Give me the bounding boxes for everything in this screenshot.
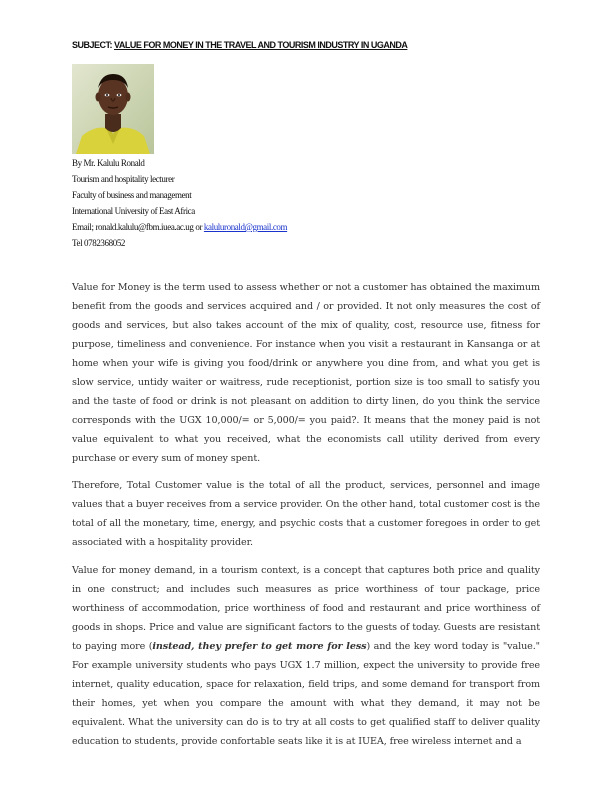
- body-paragraph-3: [72, 561, 540, 751]
- author-email-line: [72, 219, 432, 235]
- body-paragraph-1: Value for Money is the term used to assess whether or not a customer has obtained the maximum benefit from the goods and services acquired and / or provided. It not only measures the cost of goods and services, but also takes account of the mix of quality, cost, resource use, fitness for purpose, timeliness and convenience. For instance when you visit a restaurant in Kansanga or at home when your wife is giving you food/drink or anywhere you dine from, and what you get is slow service, untidy waiter or waitress, rude receptionist, portion size is too small to satisfy you and the taste of food or drink is not pleasant on addition to dirty linen, do you think the service corresponds with the UGX 10,000/= or 5,000/= you paid?. It means that the money paid is not value equivalent to what you received, what the economists call utility derived from every purchase or every sum of money spent.: [72, 282, 540, 464]
- author-role: Tourism and hospitality lecturer: [72, 174, 175, 184]
- author-university: International University of East Africa: [72, 206, 195, 216]
- body-paragraph-2: Therefore, Total Customer value is the total of all the product, services, personnel and image values that a buyer receives from a service provider. On the other hand, total customer cost is the total of all the monetary, time, energy, and psychic costs that a customer foregoes in order to get associated with a hospitality provider.: [72, 480, 540, 548]
- author-email-prefix: Email; ronald.kalulu@fbm.iuea.ac.ug or: [72, 222, 204, 232]
- author-faculty: Faculty of business and management: [72, 190, 192, 200]
- author-portrait-image: [72, 64, 154, 154]
- author-byline: By Mr. Kalulu Ronald: [72, 158, 145, 168]
- subject-title: VALUE FOR MONEY IN THE TRAVEL AND TOURISM INDUSTRY IN UGANDA: [114, 40, 408, 50]
- author-tel: Tel 0782368052: [72, 238, 126, 248]
- body-paragraph-3-part-a: Value for money demand, in a tourism context, is a concept that captures both price and quality in one construct; and includes such measures as price worthiness of tour package, price worthiness of accommodation, price worthiness of food and restaurant and price worthiness of goods in shops. Price and value are significant factors to the guests of today. Guests are resistant to paying more (: [72, 565, 540, 652]
- body-paragraph-3-emphasis: instead, they prefer to get more for less: [152, 641, 367, 652]
- author-block: [72, 155, 432, 251]
- body-paragraph-3-part-b: ) and the key word today is "value." For example university students who pays UGX 1.7 million, expect the university to provide free internet, quality education, space for relaxation, field trips, and some demand for transport from their homes, yet when you compare the amount with what they demand, it may not be equivalent. What the university can do is to try at all costs to get qualified staff to deliver quality education to students, provide confortable seats like it is at IUEA, free wireless internet and a: [72, 641, 540, 747]
- author-email-link[interactable]: kaluluronald@gmail.com: [203, 222, 288, 232]
- subject-label: SUBJECT:: [72, 40, 113, 50]
- author-photo: [72, 64, 154, 154]
- article-body: [72, 278, 540, 760]
- subject-heading: [72, 40, 532, 50]
